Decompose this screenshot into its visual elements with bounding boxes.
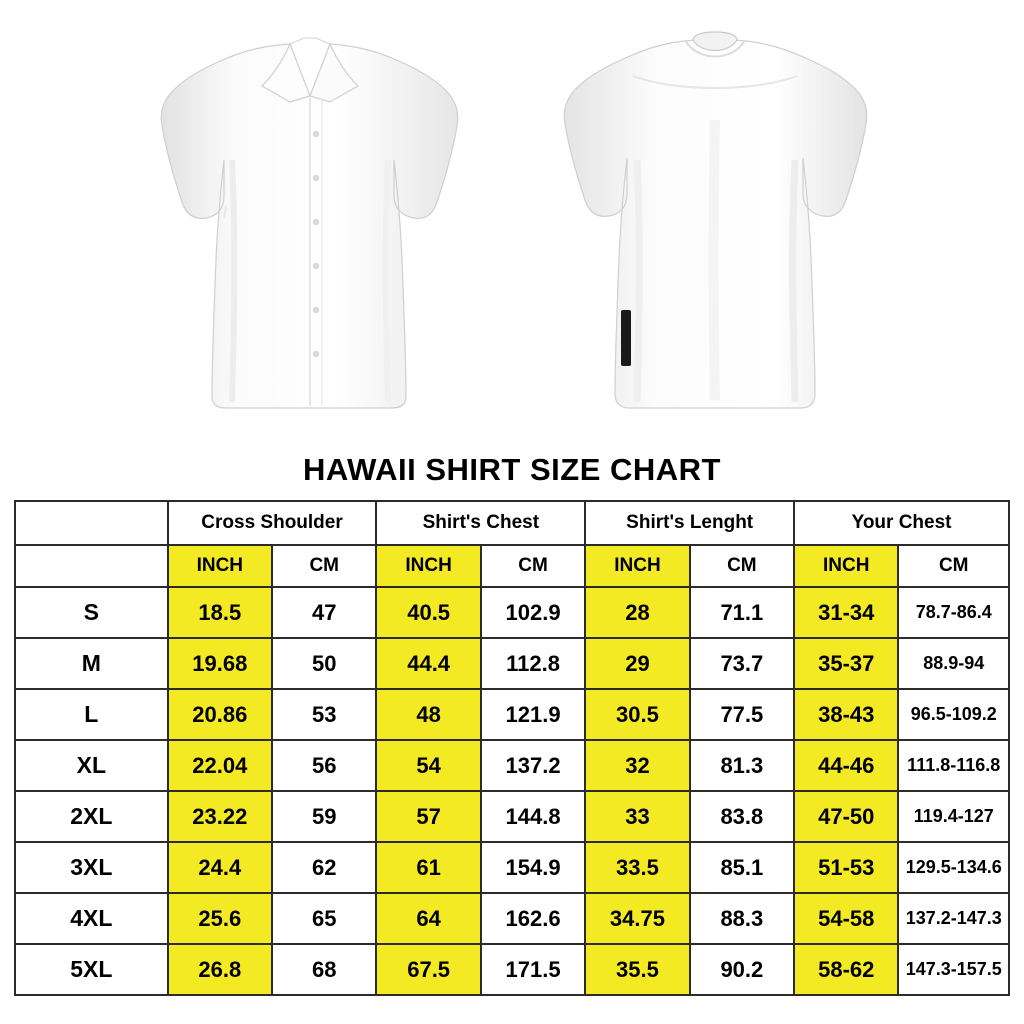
- cell-your-chest-inch: 44-46: [794, 740, 898, 791]
- unit-header-length-cm: CM: [690, 545, 794, 587]
- shirt-back-view-icon: [545, 10, 885, 440]
- cell-chest-inch: 67.5: [376, 944, 480, 995]
- cell-your-chest-cm: 96.5-109.2: [898, 689, 1009, 740]
- cell-your-chest-inch: 54-58: [794, 893, 898, 944]
- cell-length-inch: 34.75: [585, 893, 689, 944]
- cell-cross-shoulder-cm: 53: [272, 689, 376, 740]
- cell-length-cm: 81.3: [690, 740, 794, 791]
- cell-your-chest-cm: 88.9-94: [898, 638, 1009, 689]
- table-row: [15, 893, 1009, 944]
- row-size-label: 4XL: [15, 893, 168, 944]
- group-header-cross-shoulder: Cross Shoulder: [168, 501, 377, 545]
- row-size-label: XL: [15, 740, 168, 791]
- cell-chest-cm: 171.5: [481, 944, 585, 995]
- unit-header-cross-shoulder-cm: CM: [272, 545, 376, 587]
- cell-chest-inch: 54: [376, 740, 480, 791]
- cell-your-chest-cm: 119.4-127: [898, 791, 1009, 842]
- cell-cross-shoulder-cm: 65: [272, 893, 376, 944]
- cell-cross-shoulder-inch: 26.8: [168, 944, 272, 995]
- cell-cross-shoulder-cm: 62: [272, 842, 376, 893]
- cell-cross-shoulder-cm: 68: [272, 944, 376, 995]
- unit-header-your-chest-cm: CM: [898, 545, 1009, 587]
- cell-your-chest-inch: 35-37: [794, 638, 898, 689]
- unit-header-chest-cm: CM: [481, 545, 585, 587]
- table-row: [15, 791, 1009, 842]
- table-row: [15, 740, 1009, 791]
- group-header-shirts-chest: Shirt's Chest: [376, 501, 585, 545]
- cell-chest-cm: 137.2: [481, 740, 585, 791]
- cell-cross-shoulder-inch: 22.04: [168, 740, 272, 791]
- cell-cross-shoulder-inch: 24.4: [168, 842, 272, 893]
- table-row: [15, 587, 1009, 638]
- cell-chest-inch: 44.4: [376, 638, 480, 689]
- cell-chest-inch: 57: [376, 791, 480, 842]
- cell-cross-shoulder-cm: 47: [272, 587, 376, 638]
- cell-chest-inch: 48: [376, 689, 480, 740]
- cell-cross-shoulder-inch: 18.5: [168, 587, 272, 638]
- cell-cross-shoulder-inch: 19.68: [168, 638, 272, 689]
- unit-header-your-chest-inch: INCH: [794, 545, 898, 587]
- cell-chest-cm: 154.9: [481, 842, 585, 893]
- cell-length-cm: 88.3: [690, 893, 794, 944]
- cell-cross-shoulder-inch: 25.6: [168, 893, 272, 944]
- group-header-blank: [15, 501, 168, 545]
- cell-cross-shoulder-cm: 59: [272, 791, 376, 842]
- shirt-front-view-icon: [140, 10, 480, 440]
- cell-your-chest-inch: 31-34: [794, 587, 898, 638]
- cell-your-chest-inch: 47-50: [794, 791, 898, 842]
- table-row: [15, 638, 1009, 689]
- table-body: [15, 587, 1009, 995]
- size-chart-table-wrap: [0, 500, 1024, 996]
- cell-your-chest-cm: 147.3-157.5: [898, 944, 1009, 995]
- unit-header-cross-shoulder-inch: INCH: [168, 545, 272, 587]
- cell-length-cm: 71.1: [690, 587, 794, 638]
- cell-length-inch: 33.5: [585, 842, 689, 893]
- table-group-header-row: [15, 501, 1009, 545]
- group-header-your-chest: Your Chest: [794, 501, 1009, 545]
- cell-your-chest-cm: 137.2-147.3: [898, 893, 1009, 944]
- table-row: [15, 842, 1009, 893]
- cell-chest-cm: 112.8: [481, 638, 585, 689]
- cell-chest-inch: 61: [376, 842, 480, 893]
- cell-your-chest-inch: 38-43: [794, 689, 898, 740]
- table-row: [15, 944, 1009, 995]
- group-header-shirts-length: Shirt's Lenght: [585, 501, 794, 545]
- row-size-label: S: [15, 587, 168, 638]
- cell-your-chest-inch: 58-62: [794, 944, 898, 995]
- cell-length-inch: 35.5: [585, 944, 689, 995]
- cell-length-inch: 28: [585, 587, 689, 638]
- table-unit-header-row: [15, 545, 1009, 587]
- cell-length-cm: 90.2: [690, 944, 794, 995]
- cell-length-cm: 77.5: [690, 689, 794, 740]
- cell-your-chest-cm: 111.8-116.8: [898, 740, 1009, 791]
- page-title: HAWAII SHIRT SIZE CHART: [303, 452, 721, 487]
- cell-chest-cm: 102.9: [481, 587, 585, 638]
- size-chart-table: [14, 500, 1010, 996]
- cell-your-chest-cm: 78.7-86.4: [898, 587, 1009, 638]
- unit-header-blank: [15, 545, 168, 587]
- cell-cross-shoulder-cm: 50: [272, 638, 376, 689]
- cell-cross-shoulder-inch: 23.22: [168, 791, 272, 842]
- row-size-label: 3XL: [15, 842, 168, 893]
- cell-cross-shoulder-inch: 20.86: [168, 689, 272, 740]
- shirt-illustrations: [0, 0, 1024, 452]
- row-size-label: L: [15, 689, 168, 740]
- cell-chest-cm: 121.9: [481, 689, 585, 740]
- cell-your-chest-cm: 129.5-134.6: [898, 842, 1009, 893]
- cell-your-chest-inch: 51-53: [794, 842, 898, 893]
- cell-chest-cm: 162.6: [481, 893, 585, 944]
- row-size-label: M: [15, 638, 168, 689]
- row-size-label: 2XL: [15, 791, 168, 842]
- cell-chest-cm: 144.8: [481, 791, 585, 842]
- cell-length-inch: 32: [585, 740, 689, 791]
- row-size-label: 5XL: [15, 944, 168, 995]
- unit-header-chest-inch: INCH: [376, 545, 480, 587]
- cell-length-cm: 73.7: [690, 638, 794, 689]
- cell-cross-shoulder-cm: 56: [272, 740, 376, 791]
- unit-header-length-inch: INCH: [585, 545, 689, 587]
- cell-chest-inch: 64: [376, 893, 480, 944]
- cell-length-cm: 83.8: [690, 791, 794, 842]
- cell-length-inch: 29: [585, 638, 689, 689]
- cell-chest-inch: 40.5: [376, 587, 480, 638]
- cell-length-inch: 30.5: [585, 689, 689, 740]
- brand-tag-icon: [621, 310, 631, 366]
- cell-length-inch: 33: [585, 791, 689, 842]
- table-row: [15, 689, 1009, 740]
- cell-length-cm: 85.1: [690, 842, 794, 893]
